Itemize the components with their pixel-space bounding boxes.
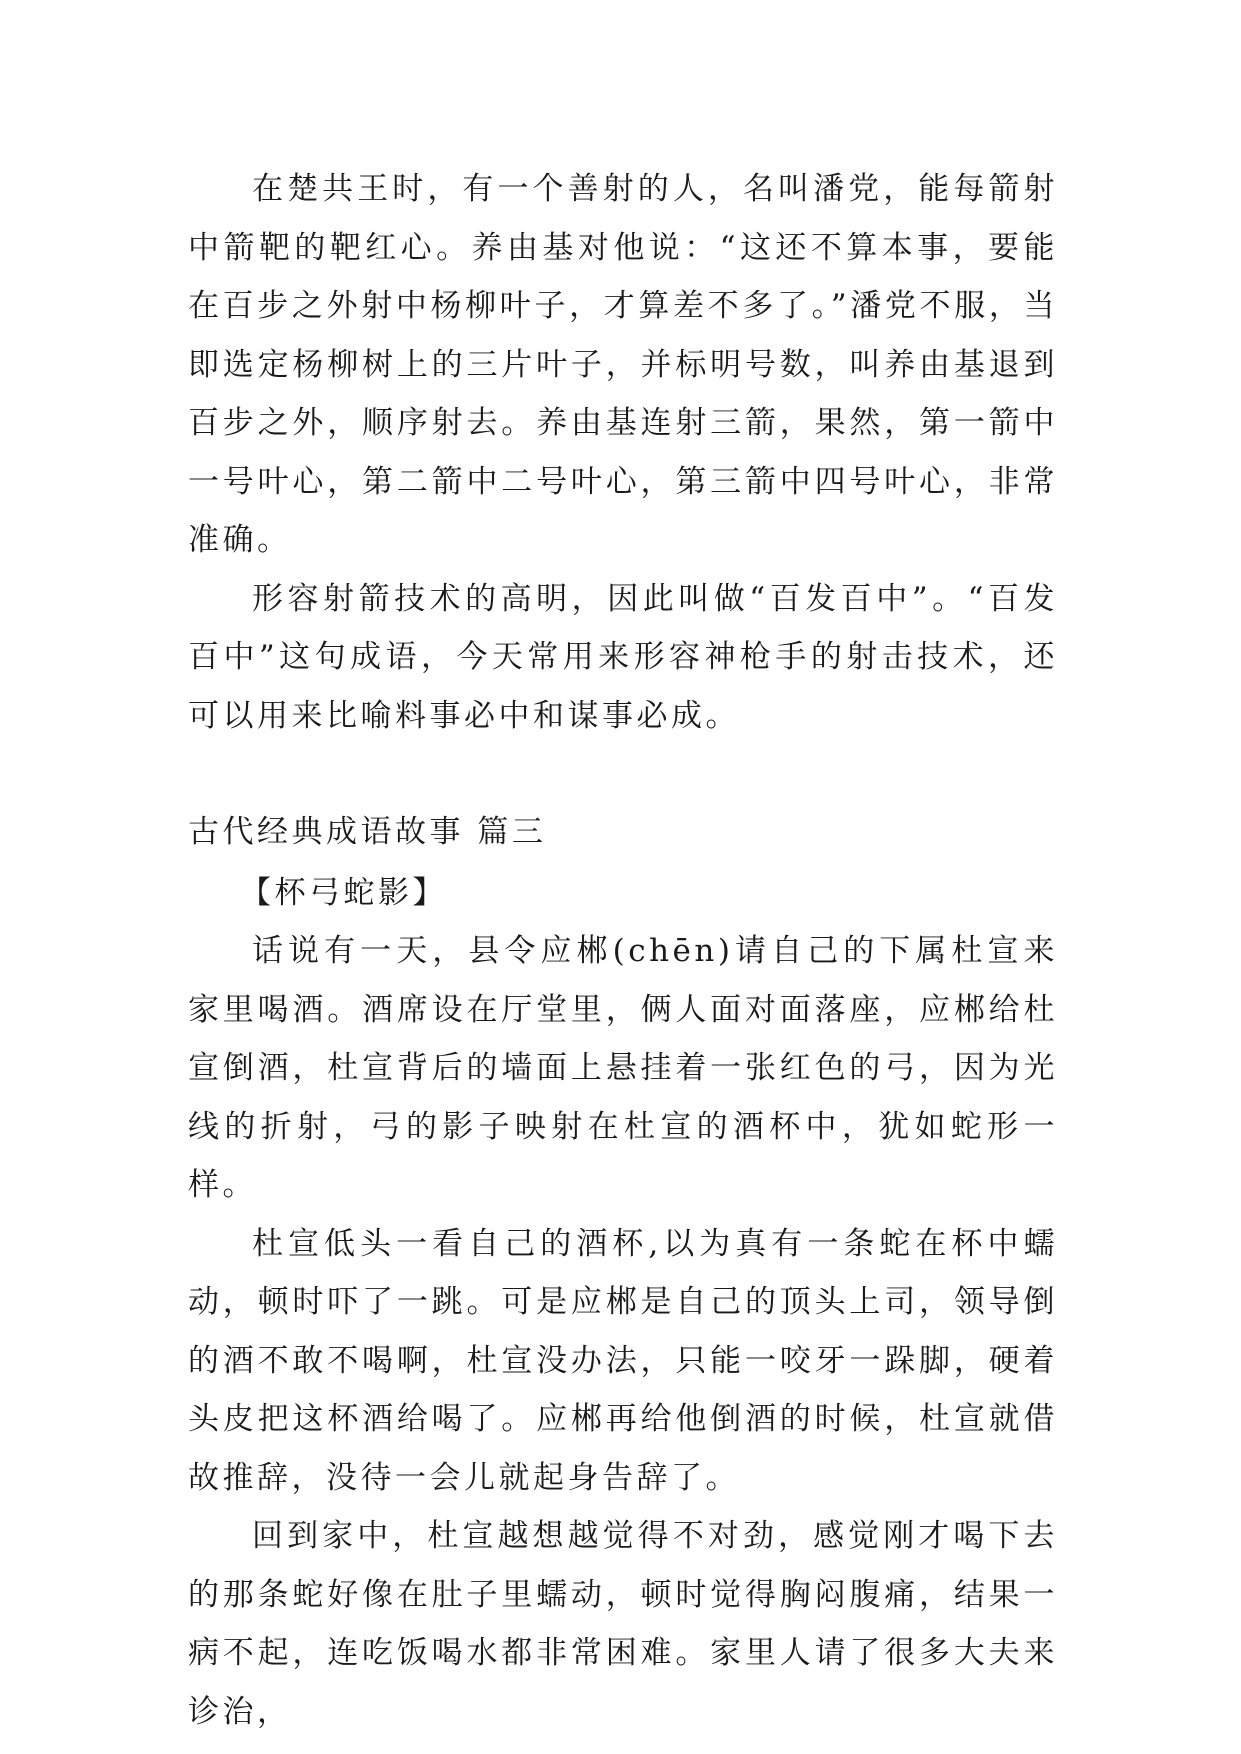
paragraph-beigong-2: 杜宣低头一看自己的酒杯,以为真有一条蛇在杯中蠕动，顿时吓了一跳。可是应郴是自己的顶头上司，领导倒的酒不敢不喝啊，杜宣没办法，只能一咬牙一跺脚，硬着头皮把这杯酒给喝了。应郴再给他倒酒的时候，杜宣就借故推辞，没待一会儿就起身告辞了。 [188, 1225, 1058, 1496]
paragraph-beigong-3: 回到家中，杜宣越想越觉得不对劲，感觉刚才喝下去的那条蛇好像在肚子里蠕动，顿时觉得胸闷腹痛，结果一病不起，连吃饭喝水都非常困难。家里人请了很多大夫来诊治， [188, 1518, 1058, 1730]
document-body [188, 160, 1058, 1741]
paragraph-beigong-1: 话说有一天，县令应郴(chēn)请自己的下属杜宣来家里喝酒。酒席设在厅堂里，俩人面对面落座，应郴给杜宣倒酒，杜宣背后的墙面上悬挂着一张红色的弓，因为光线的折射，弓的影子映射在杜宣的酒杯中，犹如蛇形一样。 [188, 933, 1058, 1203]
section-title: 古代经典成语故事 篇三 [188, 814, 547, 850]
paragraph-baifa-story: 在楚共王时，有一个善射的人，名叫潘党，能每箭射中箭靶的靶红心。养由基对他说：“这还不算本事，要能在百步之外射中杨柳叶子，才算差不多了。”潘党不服，当即选定杨柳树上的三片叶子，并标明号数，叫养由基退到百步之外，顺序射去。养由基连射三箭，果然，第一箭中一号叶心，第二箭中二号叶心，第三箭中四号叶心，非常准确。 [188, 171, 1058, 558]
story-title: 【杯弓蛇影】 [240, 874, 447, 911]
paragraph-baifa-meaning: 形容射箭技术的高明，因此叫做“百发百中”。“百发百中”这句成语，今天常用来形容神枪手的射击技术，还可以用来比喻料事必中和谋事必成。 [188, 580, 1058, 734]
